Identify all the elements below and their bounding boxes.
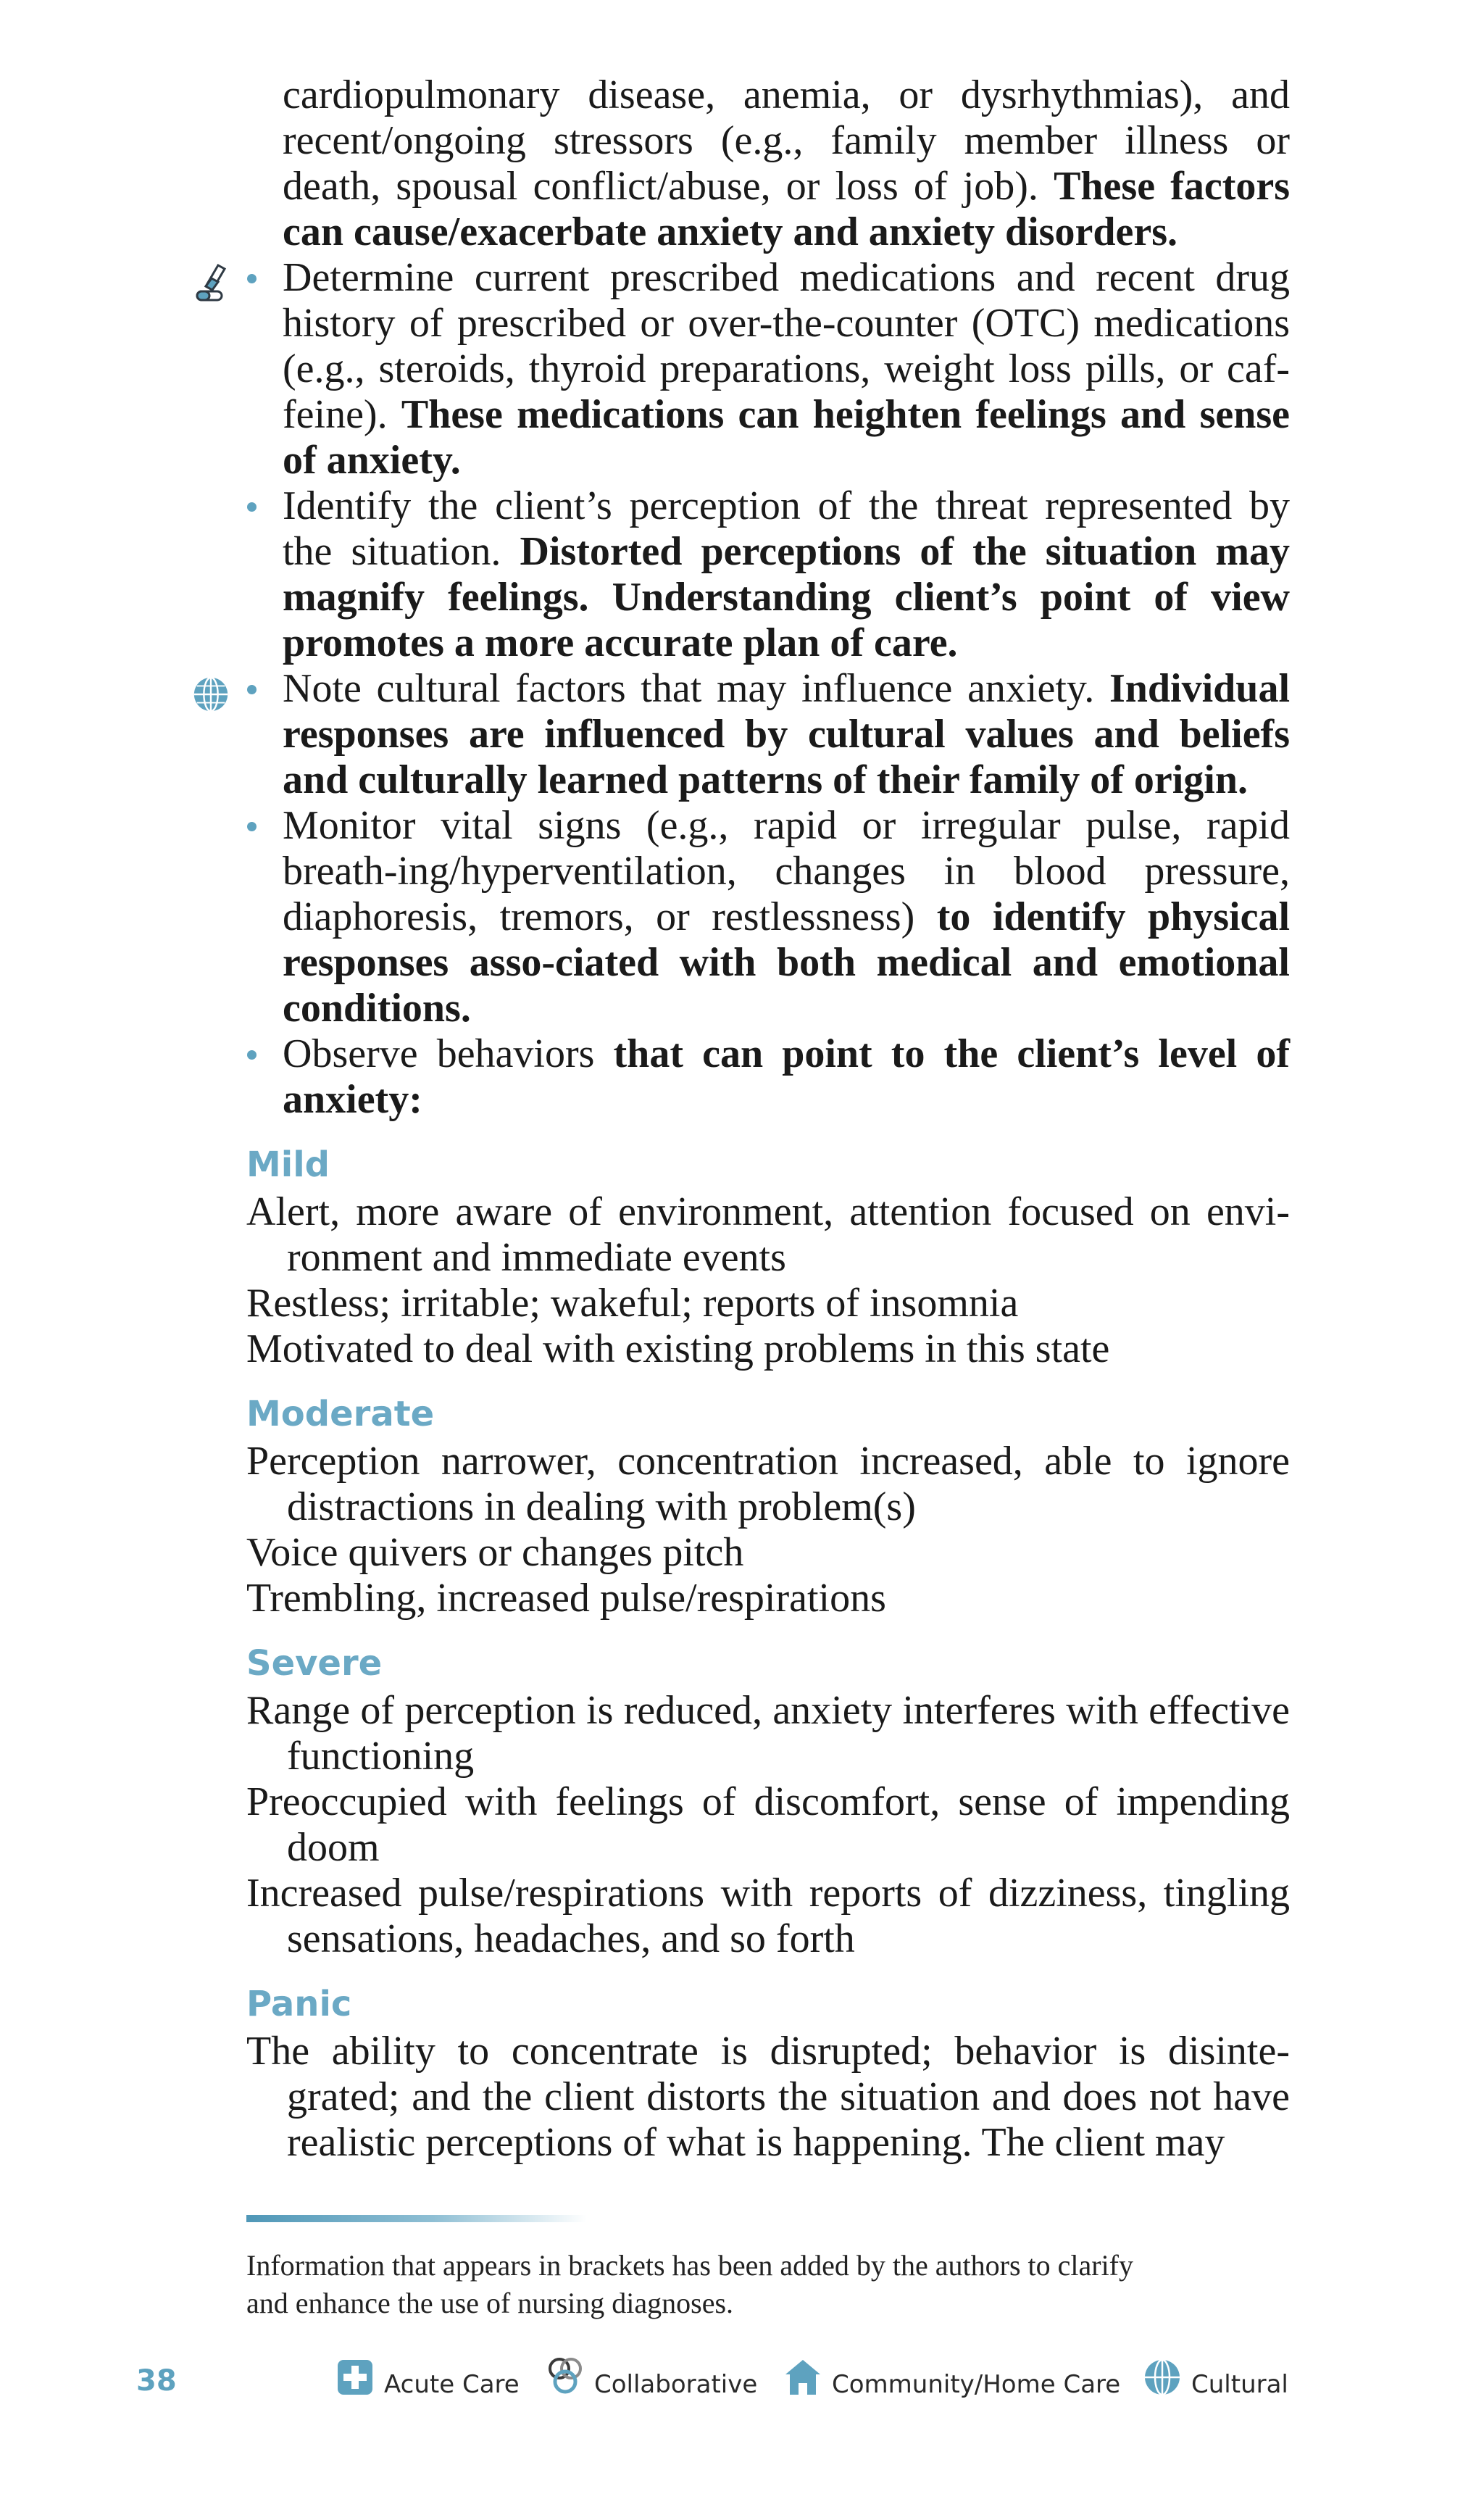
collaborative-icon [545, 2356, 585, 2399]
rationale-text: that can point to the client’s level of [613, 1031, 1290, 1076]
footnote-line: Information that appears in brackets has been added by the authors to clarify [246, 2249, 1134, 2282]
text-line: Note cultural factors that may influence anxiety. [283, 666, 1095, 711]
text-line: death, spousal conflict/abuse, or loss of job). [283, 164, 1038, 209]
rationale-text: and culturally learned patterns of their family of origin. [283, 757, 1248, 802]
medication-icon [194, 262, 233, 303]
intervention-bullet [246, 483, 1290, 666]
cultural-globe-icon [191, 674, 230, 715]
legend-label: Cultural [1191, 2370, 1288, 2399]
rationale-text: magnify feelings. Understanding client’s point of view [283, 575, 1290, 620]
text-line: Observe behaviors [283, 1031, 595, 1076]
level-heading-panic: Panic [246, 1984, 352, 2024]
text-line: feine). [283, 392, 388, 437]
legend-collaborative [545, 2356, 757, 2399]
legend-community-home-care [783, 2356, 1120, 2399]
rationale-text: of anxiety. [283, 438, 461, 483]
level-heading-moderate: Moderate [246, 1394, 435, 1434]
rationale-text: These factors [1054, 164, 1291, 209]
bullet-dot [247, 1050, 257, 1060]
footnote [246, 2247, 1290, 2322]
level-heading-mild: Mild [246, 1144, 330, 1185]
rationale-text: Individual [1109, 666, 1290, 711]
level-item: The ability to concentrate is disrupted; behavior is disinte-grated; and the client distorts the situation and does not have realistic perceptions of what is happening. The client may [246, 2029, 1290, 2165]
intervention-bullet [246, 255, 1290, 483]
acute-care-icon [335, 2356, 375, 2399]
main-content [246, 72, 1290, 2166]
rationale-text: anxiety: [283, 1077, 422, 1122]
bullet-dot [247, 822, 257, 831]
footnote-divider [246, 2215, 587, 2222]
intervention-bullet [246, 1031, 1290, 1123]
page-number: 38 [136, 2364, 177, 2398]
page-footer [0, 2348, 1484, 2421]
text-line: (e.g., steroids, thyroid preparations, weight loss pills, or caf- [283, 346, 1290, 391]
text-line: ing/hyperventilation, changes in blood pressure, diaphoresis, [283, 849, 1290, 939]
text-line: Monitor vital signs (e.g., rapid or irregular pulse, rapid breath- [283, 803, 1290, 894]
level-item: Voice quivers or changes pitch [246, 1530, 744, 1575]
level-item: Restless; irritable; wakeful; reports of insomnia [246, 1281, 1019, 1326]
legend-cultural [1142, 2356, 1288, 2399]
bullet-dot [247, 274, 257, 283]
level-item: Alert, more aware of environment, attention focused on envi-ronment and immediate events [246, 1189, 1290, 1280]
text-line: recent/ongoing stressors (e.g., family member illness or [283, 118, 1290, 163]
level-item: Range of perception is reduced, anxiety interferes with effective functioning [246, 1688, 1290, 1779]
text-line: tremors, or restlessness) [499, 894, 915, 939]
level-item: Perception narrower, concentration increased, able to ignore distractions in dealing with problem(s) [246, 1439, 1290, 1529]
bullet-dot [247, 685, 257, 694]
level-item: Motivated to deal with existing problems in this state [246, 1326, 1110, 1371]
rationale-text: responses are influenced by cultural values and beliefs [283, 712, 1290, 757]
intervention-bullet [246, 666, 1290, 803]
level-heading-severe: Severe [246, 1643, 383, 1684]
legend-acute-care [335, 2356, 520, 2399]
footnote-line: and enhance the use of nursing diagnoses. [246, 2287, 734, 2319]
rationale-text: These medications can heighten feelings and sense [401, 392, 1291, 437]
bullet-dot [247, 502, 257, 512]
text-line: history of prescribed or over-the-counter (OTC) medications [283, 301, 1290, 346]
text-line: Identify the client’s perception of the threat represented by [283, 483, 1290, 528]
level-item: Preoccupied with feelings of discomfort, sense of impending doom [246, 1779, 1290, 1870]
legend-label: Acute Care [384, 2370, 520, 2399]
text-line: cardiopulmonary disease, anemia, or dysrhythmias), and [283, 72, 1290, 117]
legend-label: Collaborative [594, 2370, 758, 2399]
level-item: Trembling, increased pulse/respirations [246, 1576, 886, 1621]
rationale-text: ciated with both medical and emotional conditions. [283, 940, 1290, 1031]
rationale-text: promotes a more accurate plan of care. [283, 620, 958, 665]
text-line: Determine current prescribed medications and recent drug [283, 255, 1290, 300]
text-line: the situation. [283, 529, 501, 574]
cultural-globe-icon [1142, 2356, 1183, 2399]
level-item: Increased pulse/respirations with reports of dizziness, tingling sensations, headaches, and so forth [246, 1871, 1290, 1961]
rationale-text: Distorted perceptions of the situation may [520, 529, 1291, 574]
legend-label: Community/Home Care [832, 2370, 1121, 2399]
intervention-bullet [246, 803, 1290, 1031]
continued-paragraph [246, 72, 1290, 255]
rationale-text: can cause/exacerbate anxiety and anxiety disorders. [283, 209, 1177, 254]
rationale-text: to identify physical responses asso- [283, 894, 1291, 985]
community-home-care-icon [783, 2356, 823, 2399]
